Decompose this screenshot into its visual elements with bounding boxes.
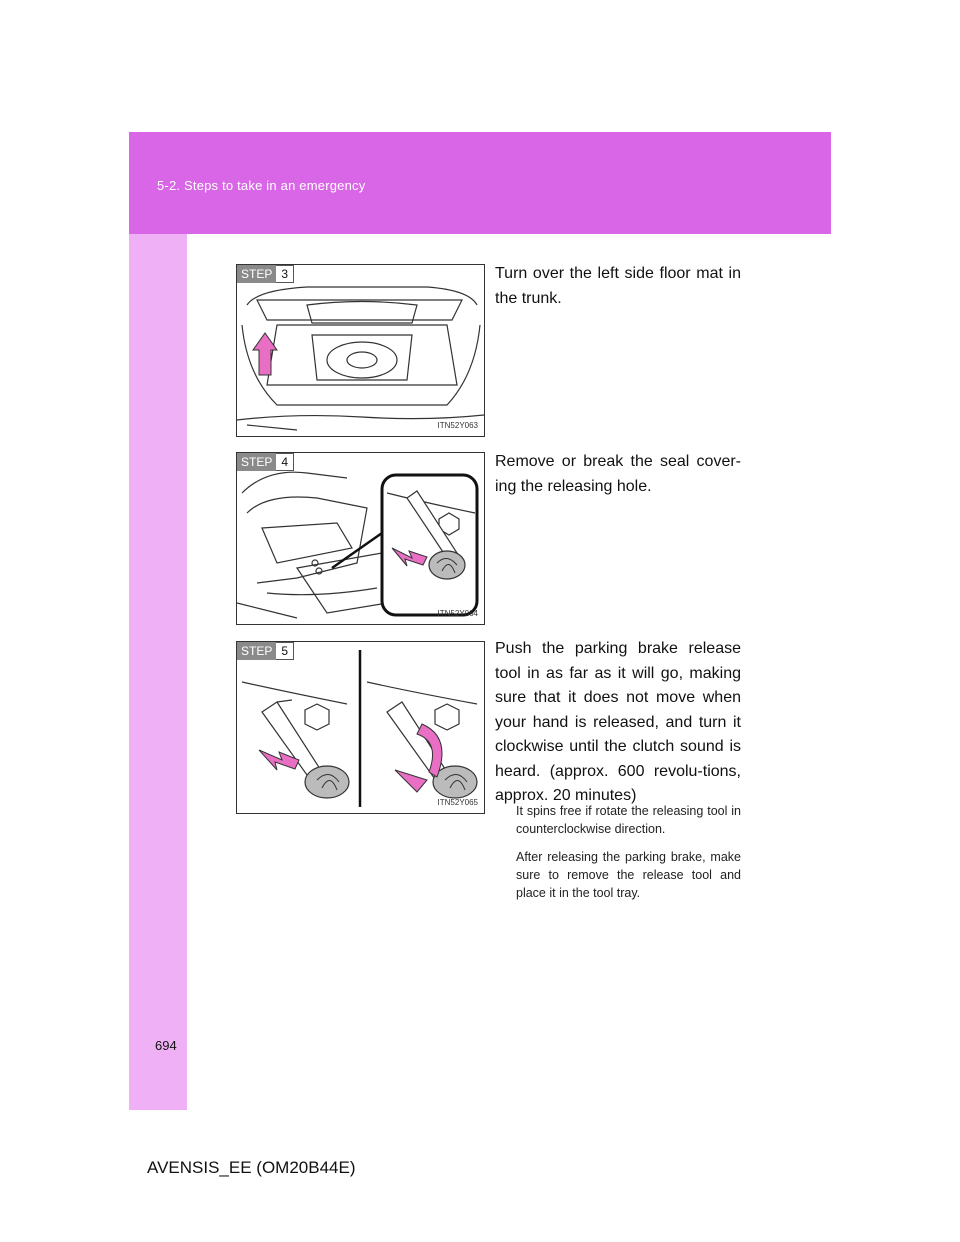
note-counterclockwise: It spins free if rotate the releasing tool in counterclockwise direction. [516,804,741,836]
note-remove-tool: After releasing the parking brake, make sure to remove the release tool and place it in the tool tray. [516,850,741,900]
figure-code: ITN52Y065 [437,798,478,807]
figure-code: ITN52Y063 [437,421,478,430]
step-badge [237,265,294,283]
step-4-text: Remove or break the seal cover-ing the releasing hole. [495,453,741,495]
step-badge [237,453,294,471]
section-title: 5-2. Steps to take in an emergency [157,178,366,193]
step-number: 3 [276,265,294,283]
step-3-text: Turn over the left side floor mat in the trunk. [495,265,741,307]
figure-step-5 [236,641,485,814]
step-number: 5 [276,642,294,660]
release-tool-illustration [237,642,484,813]
figure-code: ITN52Y064 [437,609,478,618]
figure-step-4 [236,452,485,625]
model-code: AVENSIS_EE (OM20B44E) [147,1158,356,1177]
figure-step-3 [236,264,485,437]
seal-cover-illustration [237,453,484,624]
up-arrow-icon [253,333,277,375]
step-label: STEP [237,453,276,471]
step-badge [237,642,294,660]
side-band [129,234,187,1110]
step-number: 4 [276,453,294,471]
page-number: 694 [155,1038,177,1053]
step-label: STEP [237,265,276,283]
trunk-floor-mat-illustration [237,265,484,436]
step-5-text: Push the parking brake release tool in as far as it will go, making sure that it does not move when your hand is released, and turn it clockwise until the clutch sound is heard. (approx. 600 revolu-tions, approx. 20 minutes) [495,640,741,804]
step-label: STEP [237,642,276,660]
